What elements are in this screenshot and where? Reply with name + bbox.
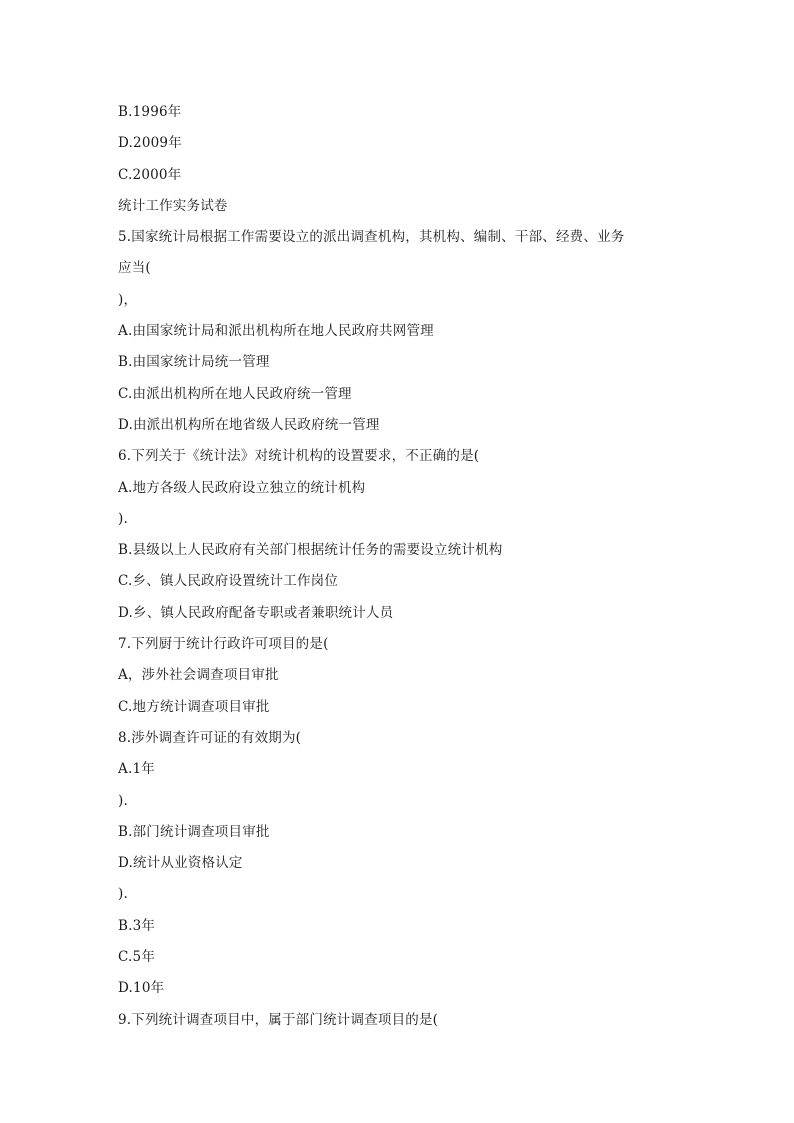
option-line: D.乡、镇人民政府配备专职或者兼职统计人员 xyxy=(118,604,394,621)
option-line: B.县级以上人民政府有关部门根据统计任务的需要设立统计机构 xyxy=(118,542,503,559)
option-line: A，涉外社会调查项目审批 xyxy=(118,667,279,684)
option-line: D.由派出机构所在地省级人民政府统一管理 xyxy=(118,416,380,433)
question-line: 7.下列厨于统计行政许可项目的是( xyxy=(118,636,329,653)
question-line: 5.国家统计局根据工作需要设立的派出调查机构，其机构、编制、干部、经费、业务 xyxy=(118,229,625,246)
option-line: C.5年 xyxy=(118,949,156,966)
question-line: 8.涉外调查许可证的有效期为( xyxy=(118,729,302,746)
option-line: B.3年 xyxy=(118,917,156,934)
text-line: ). xyxy=(118,792,128,809)
text-line: ). xyxy=(118,886,128,903)
question-line: 9.下列统计调查项目中，属于部门统计调查项目的是( xyxy=(118,1011,439,1028)
option-line: C.地方统计调查项目审批 xyxy=(118,698,270,715)
text-line: ). xyxy=(118,510,128,527)
text-line: B.1996年 xyxy=(118,104,182,120)
option-line: B.由国家统计局统一管理 xyxy=(118,354,270,371)
option-line: C.乡、镇人民政府设置统计工作岗位 xyxy=(118,573,339,590)
document-body xyxy=(118,100,698,1039)
section-heading: 统计工作实务试卷 xyxy=(118,197,228,214)
option-line: A.地方各级人民政府设立独立的统计机构 xyxy=(118,479,366,496)
option-line: A.由国家统计局和派出机构所在地人民政府共网管理 xyxy=(118,323,434,340)
text-line: 应当( xyxy=(118,260,151,277)
text-line: )， xyxy=(118,291,138,308)
option-line: A.1年 xyxy=(118,761,155,778)
option-line: D.10年 xyxy=(118,980,165,997)
option-line: B.部门统计调查项目审批 xyxy=(118,823,270,840)
text-line: C.2000年 xyxy=(118,166,182,183)
text-line: D.2009年 xyxy=(118,135,182,152)
question-line: 6.下列关于《统计法》对统计机构的设置要求，不正确的是( xyxy=(118,448,480,465)
option-line: C.由派出机构所在地人民政府统一管理 xyxy=(118,385,352,402)
option-line: D.统计从业资格认定 xyxy=(118,855,243,872)
